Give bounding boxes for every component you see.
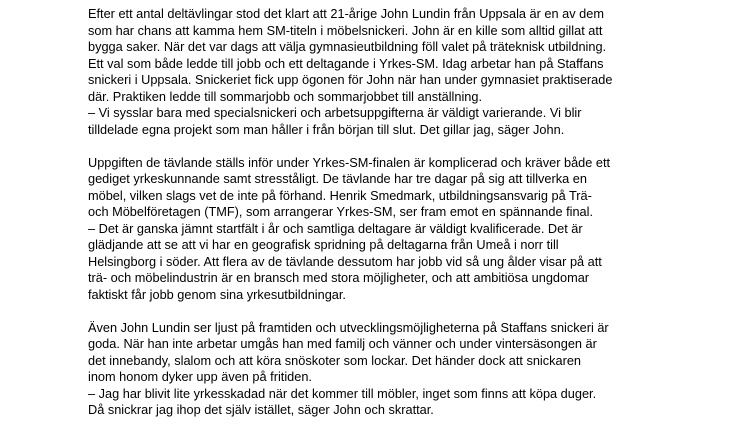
quote-line: Då snickrar jag ihop det själv istället, säger John och skrattar. (88, 402, 434, 417)
quote-line: – Vi sysslar bara med specialsnickeri och arbetsuppgifterna är väldigt varierande. Vi blir (88, 105, 582, 120)
text-line: Uppgiften de tävlande ställs inför under Yrkes-SM-finalen är komplicerad och kräver både ett (88, 154, 611, 170)
text-line: Ett val som både ledde till jobb och ett deltagande i Yrkes-SM. Idag arbetar han på Staffans (88, 55, 604, 71)
paragraph-future-and-hobbies (88, 320, 738, 419)
quote-line: trä- och möbelindustrin är en bransch med stora möjligheter, och att ambitiösa ungdomar (88, 270, 590, 285)
text-line: och Möbelföretagen (TMF), som arrangerar Yrkes-SM, ser fram emot en spännande final. (88, 204, 594, 219)
quote-line: Helsingborg i söder. Att flera av de tävlande dessutom har jobb vid så ung ålder visar på att (88, 253, 602, 269)
quote-line: – Det är ganska jämnt startfält i år och samtliga deltagare är väldigt kvalificerade. Det är (88, 220, 583, 236)
text-line: inom honom dyker upp även på fritiden. (88, 369, 312, 384)
paragraph-yrkes-sm-final (88, 155, 738, 304)
text-line: det innebandy, slalom och att köra snöskoter som lockar. Det händer dock att snickaren (88, 352, 582, 368)
text-line: Efter ett antal deltävlingar stod det klart att 21-årige John Lundin från Uppsala är en av dem (88, 6, 604, 21)
text-line: Även John Lundin ser ljust på framtiden och utvecklingsmöjligheterna på Staffans snickeri är (88, 319, 609, 335)
quote-line: faktiskt får jobb genom sina yrkesutbildningar. (88, 286, 346, 302)
paragraph-john-lundin-intro (88, 6, 738, 138)
quote-line: tilldelade egna projekt som man håller i från början till slut. Det gillar jag, säger John. (88, 121, 565, 137)
document-body (88, 6, 738, 435)
quote-line: glädjande att se att vi har en geografisk spridning på deltagarna från Umeå i norr till (88, 237, 559, 252)
text-line: goda. När han inte arbetar umgås han med familj och vänner och under vintersäsongen är (88, 336, 597, 351)
text-line: möbel, vilken slags vet de inte på förhand. Henrik Smedmark, utbildningsansvarig på Trä- (88, 187, 592, 203)
text-line: där. Praktiken ledde till sommarjobb och sommarjobbet till anställning. (88, 88, 483, 104)
quote-line: – Jag har blivit lite yrkesskadad när det kommer till möbler, inget som finns att köpa duger. (88, 385, 597, 401)
text-line: gediget yrkeskunnande samt stresståligt. De tävlande har tre dagar på sig att tillverka en (88, 171, 587, 186)
text-line: bygga saker. När det var dags att välja gymnasieutbildning föll valet på träteknisk utbildning. (88, 39, 607, 54)
text-line: som har chans att kamma hem SM-titeln i möbelsnickeri. John är en kille som alltid gillat att (88, 22, 603, 38)
text-line: snickeri i Uppsala. Snickeriet fick upp ögonen för John när han under gymnasiet praktiserade (88, 72, 613, 87)
